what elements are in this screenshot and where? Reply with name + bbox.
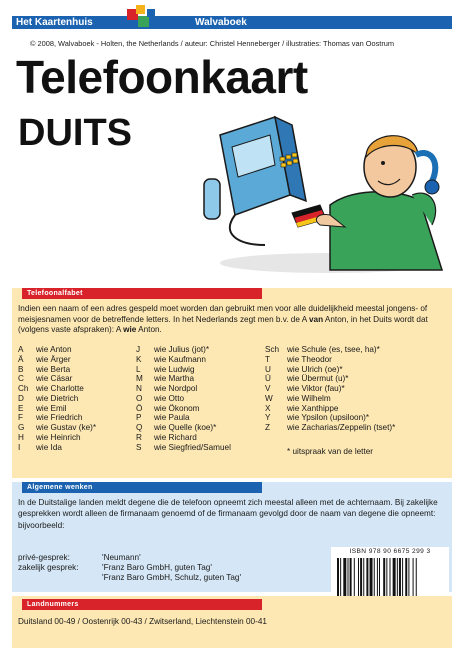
alphabet-word: wie Berta [36, 364, 71, 374]
isbn-label: ISBN 978 90 6675 299 3 [349, 548, 431, 555]
brand-logo-icon [127, 5, 157, 31]
alphabet-letter: Ä [18, 354, 24, 364]
alphabet-letter: C [18, 374, 24, 384]
example-greeting: 'Franz Baro GmbH, Schulz, guten Tag' [102, 572, 242, 582]
alphabet-row [136, 404, 284, 414]
alphabet-letter: W [265, 393, 273, 403]
alphabet-letter: Q [136, 423, 143, 432]
alphabet-letter: S [136, 442, 142, 452]
country-codes-panel [12, 596, 452, 648]
example-type: zakelijk gesprek: [18, 562, 79, 572]
alphabet-letter: N [136, 384, 142, 393]
top-bar [0, 0, 464, 30]
alphabet-word: wie Otto [154, 393, 185, 403]
alphabet-letter: R [136, 432, 142, 442]
alphabet-letter: P [136, 413, 142, 423]
alphabet-word: wie Ludwig [154, 364, 195, 374]
alphabet-word: wie Friedrich [36, 413, 83, 423]
alphabet-word: wie Ida [36, 442, 62, 452]
alphabet-word: wie Emil [36, 403, 67, 413]
alphabet-word: wie Martha [154, 374, 195, 384]
alphabet-word: wie Siegfried/Samuel [154, 442, 231, 452]
alphabet-letter: K [136, 354, 142, 364]
alphabet-word: wie Nordpol [154, 384, 198, 393]
alphabet-row [265, 374, 395, 384]
page-title: Telefoonkaart [16, 51, 308, 103]
alphabet-row [136, 423, 284, 433]
alphabet-word: wie Ulrich (oe)* [287, 364, 343, 374]
alphabet-row [136, 374, 284, 384]
alphabet-row [136, 345, 284, 355]
alphabet-row [136, 394, 284, 404]
alphabet-letter: Ö [136, 403, 143, 413]
alphabet-row [136, 365, 284, 375]
alphabet-word: wie Richard [154, 432, 197, 442]
alphabet-word: wie Schule (es, tsee, ha)* [287, 345, 380, 354]
alphabet-word: wie Heinrich [36, 432, 81, 442]
alphabet-word: wie Paula [154, 413, 190, 423]
alphabet-row [136, 355, 284, 365]
example-row [18, 553, 241, 563]
alphabet-word: wie Zacharias/Zeppelin (tset)* [287, 423, 396, 432]
alphabet-panel [12, 288, 452, 478]
alphabet-letter: G [18, 423, 25, 432]
alphabet-row [136, 433, 284, 443]
alphabet-row [265, 404, 395, 414]
alphabet-letter: X [265, 403, 271, 413]
alphabet-letter: F [18, 413, 24, 423]
alphabet-word: wie Gustav (ke)* [36, 423, 97, 432]
alphabet-footnote: * uitspraak van de letter [287, 447, 374, 456]
alphabet-word: wie Ypsilon (upsiloon)* [287, 413, 370, 423]
example-greeting: 'Franz Baro GmbH, guten Tag' [102, 562, 212, 572]
alphabet-word: wie Xanthippe [287, 403, 339, 413]
alphabet-word: wie Ärger [36, 354, 71, 364]
alphabet-row [136, 443, 284, 453]
page-subtitle: DUITS [18, 112, 132, 154]
alphabet-letter: B [18, 364, 24, 374]
general-tips-heading: Algemene wenken [22, 482, 262, 493]
alphabet-letter: H [18, 432, 24, 442]
alphabet-word: wie Cäsar [36, 374, 73, 384]
alphabet-letter: A [18, 345, 24, 354]
example-type [18, 573, 102, 583]
alphabet-letter: D [18, 393, 24, 403]
brand-name: Het Kaartenhuis [16, 17, 93, 28]
alphabet-word: wie Julius (jot)* [154, 345, 210, 354]
alphabet-row [265, 423, 395, 433]
alphabet-letter: V [265, 384, 271, 393]
alphabet-column-2 [136, 345, 284, 452]
alphabet-letter: O [136, 393, 143, 403]
alphabet-word: wie Ökonom [154, 403, 200, 413]
example-greeting: 'Neumann' [102, 553, 141, 562]
alphabet-word: wie Übermut (u)* [287, 374, 349, 384]
alphabet-letter: M [136, 374, 143, 384]
phone-greeting-examples [18, 553, 241, 582]
alphabet-word: wie Quelle (koe)* [154, 423, 217, 432]
alphabet-letter: Ch [18, 384, 29, 393]
alphabet-letter: Y [265, 413, 271, 423]
alphabet-letter: E [18, 403, 24, 413]
alphabet-letter: I [18, 442, 21, 452]
alphabet-row [265, 345, 395, 355]
alphabet-word: wie Kaufmann [154, 354, 206, 364]
example-row [18, 563, 241, 573]
alphabet-row [265, 384, 395, 394]
alphabet-row [265, 365, 395, 375]
alphabet-row [136, 384, 284, 394]
alphabet-column-3 [265, 345, 395, 433]
man-on-phone-booth-illustration [180, 95, 458, 275]
alphabet-letter: T [265, 354, 271, 364]
country-codes-text: Duitsland 00-49 / Oostenrijk 00-43 / Zwitserland, Liechtenstein 00-41 [18, 617, 267, 626]
alphabet-word: wie Dietrich [36, 393, 79, 403]
alphabet-word: wie Charlotte [36, 384, 84, 393]
alphabet-word: wie Anton [36, 345, 72, 354]
alphabet-letter: J [136, 345, 141, 354]
alphabet-row [265, 355, 395, 365]
alphabet-intro: Indien een naam of een adres gespeld moet worden dan gebruikt men voor alle duidelijkheid meestal jongens- of meisjesnamen voor de betreffende letters. In het Nederlands zegt men b.v. de A van Anton, in het Duits wordt dat (volgens vaste afspraken): A wie Anton. [18, 304, 428, 334]
alphabet-word: wie Theodor [287, 354, 332, 364]
alphabet-letter: Sch [265, 345, 280, 354]
country-codes-heading: Landnummers [22, 599, 262, 610]
example-type: privé-gesprek: [18, 553, 70, 562]
series-name: Walvaboek [195, 17, 247, 28]
alphabet-letter: Ü [265, 374, 271, 384]
alphabet-word: wie Viktor (fau)* [287, 384, 345, 393]
copyright-line: © 2008, Walvaboek - Holten, the Netherlands / auteur: Christel Henneberger / illustraties: Thomas van Oostrum [30, 39, 395, 48]
alphabet-row [136, 413, 284, 423]
alphabet-row [265, 394, 395, 404]
alphabet-letter: Z [265, 423, 271, 432]
alphabet-letter: U [265, 364, 271, 374]
example-row [18, 573, 241, 583]
alphabet-word: wie Wilhelm [287, 393, 331, 403]
alphabet-heading: Telefoonalfabet [22, 288, 262, 299]
general-tips-text: In de Duitstalige landen meldt degene die de telefoon opneemt zich meestal alleen met de achternaam. Bij zakelijke gesprekken wordt alleen de firmanaam genoemd of de firmanaam gevolgd door de naam van degene die opneemt: bijvoorbeeld: [18, 498, 438, 530]
alphabet-letter: L [136, 364, 141, 374]
alphabet-row [265, 413, 395, 423]
